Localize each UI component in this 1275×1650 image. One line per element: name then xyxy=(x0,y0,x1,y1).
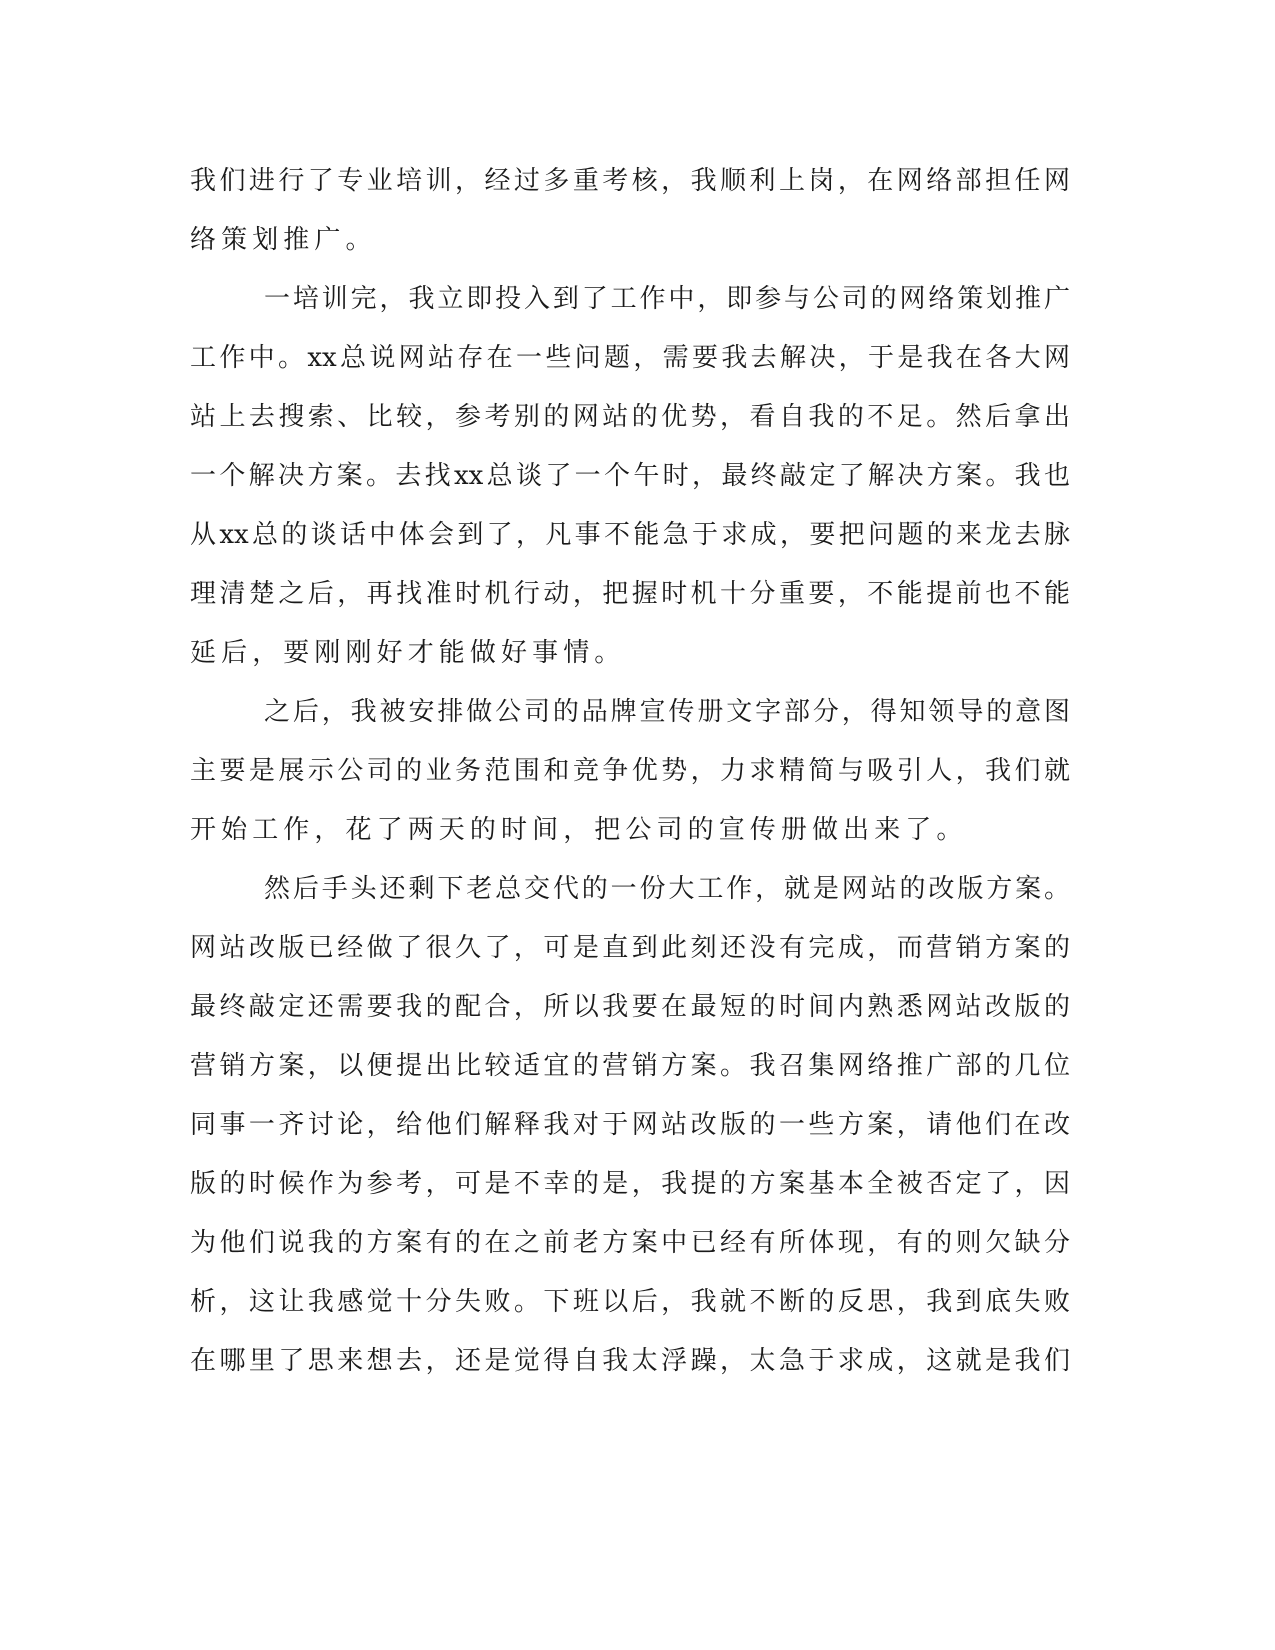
text-line: 网站改版已经做了很久了，可是直到此刻还没有完成，而营销方案的 xyxy=(190,933,1070,963)
text-line: 工作中。xx总说网站存在一些问题，需要我去解决，于是我在各大网 xyxy=(190,343,1070,373)
text-line: 然后手头还剩下老总交代的一份大工作，就是网站的改版方案。 xyxy=(264,874,1070,904)
text-line: 在哪里了思来想去，还是觉得自我太浮躁，太急于求成，这就是我们 xyxy=(190,1346,1070,1376)
text-line: 延后，要刚刚好才能做好事情。 xyxy=(190,638,626,668)
text-line: 之后，我被安排做公司的品牌宣传册文字部分，得知领导的意图 xyxy=(264,697,1070,727)
text-line: 同事一齐讨论，给他们解释我对于网站改版的一些方案，请他们在改 xyxy=(190,1110,1070,1140)
text-line: 营销方案，以便提出比较适宜的营销方案。我召集网络推广部的几位 xyxy=(190,1051,1070,1081)
text-line: 从xx总的谈话中体会到了，凡事不能急于求成，要把问题的来龙去脉 xyxy=(190,520,1070,550)
text-line: 理清楚之后，再找准时机行动，把握时机十分重要，不能提前也不能 xyxy=(190,579,1070,609)
text-line: 开始工作，花了两天的时间，把公司的宣传册做出来了。 xyxy=(190,815,968,845)
text-line: 我们进行了专业培训，经过多重考核，我顺利上岗，在网络部担任网 xyxy=(190,166,1070,196)
text-line: 络策划推广。 xyxy=(190,225,377,255)
text-line: 一个解决方案。去找xx总谈了一个午时，最终敲定了解决方案。我也 xyxy=(190,461,1070,491)
text-line: 站上去搜索、比较，参考别的网站的优势，看自我的不足。然后拿出 xyxy=(190,402,1070,432)
text-line: 主要是展示公司的业务范围和竞争优势，力求精简与吸引人，我们就 xyxy=(190,756,1070,786)
text-line: 析，这让我感觉十分失败。下班以后，我就不断的反思，我到底失败 xyxy=(190,1287,1070,1317)
text-line: 一培训完，我立即投入到了工作中，即参与公司的网络策划推广 xyxy=(264,284,1070,314)
text-line: 为他们说我的方案有的在之前老方案中已经有所体现，有的则欠缺分 xyxy=(190,1228,1070,1258)
text-line: 最终敲定还需要我的配合，所以我要在最短的时间内熟悉网站改版的 xyxy=(190,992,1070,1022)
text-line: 版的时候作为参考，可是不幸的是，我提的方案基本全被否定了，因 xyxy=(190,1169,1070,1199)
